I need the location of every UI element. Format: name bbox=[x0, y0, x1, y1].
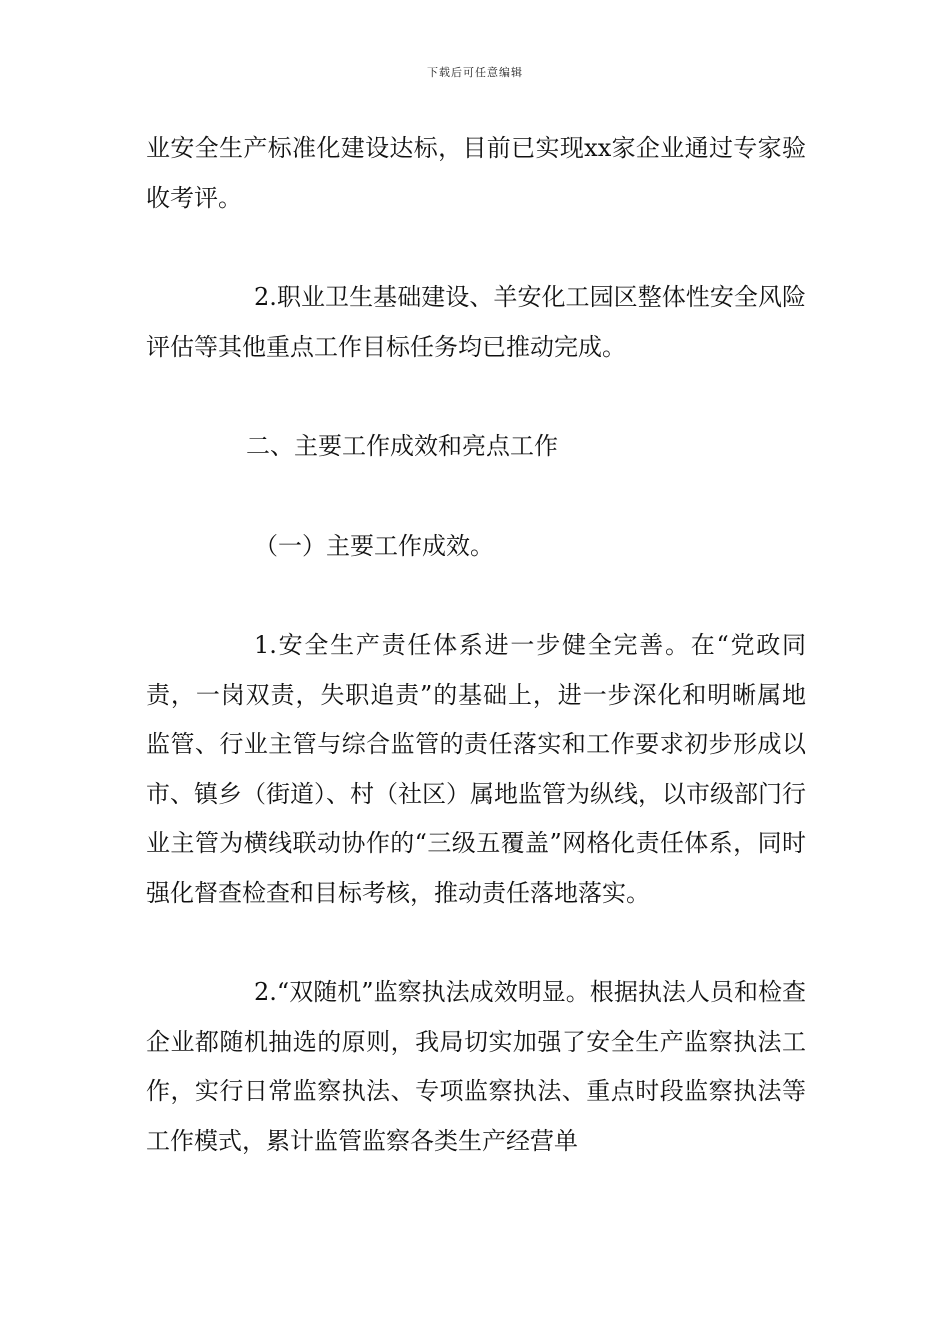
page-header: 下载后可任意编辑 bbox=[427, 66, 523, 79]
section-heading: 二、主要工作成效和亮点工作 bbox=[246, 432, 558, 460]
document-body bbox=[146, 124, 806, 1166]
paragraph-item-1-responsibility: 1.安全生产责任体系进一步健全完善。在“党政同责，一岗双责，失职追责”的基础上，进一步深化和明晰属地监管、行业主管与综合监管的责任落实和工作要求初步形成以市、镇乡（街道）、村（社区）属地监管为纵线，以市级部门行业主管为横线联动协作的“三级五覆盖”网格化责任体系，同时强化督查检查和目标考核，推动责任落地落实。 bbox=[146, 631, 806, 907]
paragraph-item-2: 2.职业卫生基础建设、羊安化工园区整体性安全风险评估等其他重点工作目标任务均已推动完成。 bbox=[146, 283, 806, 361]
paragraph-continuation: 业安全生产标准化建设达标，目前已实现xx家企业通过专家验收考评。 bbox=[146, 134, 806, 212]
paragraph-item-2-inspection: 2.“双随机”监察执法成效明显。根据执法人员和检查企业都随机抽选的原则，我局切实加强了安全生产监察执法工作，实行日常监察执法、专项监察执法、重点时段监察执法等工作模式，累计监管监察各类生产经营单 bbox=[146, 978, 806, 1155]
subsection-heading: （一）主要工作成效。 bbox=[254, 531, 494, 560]
